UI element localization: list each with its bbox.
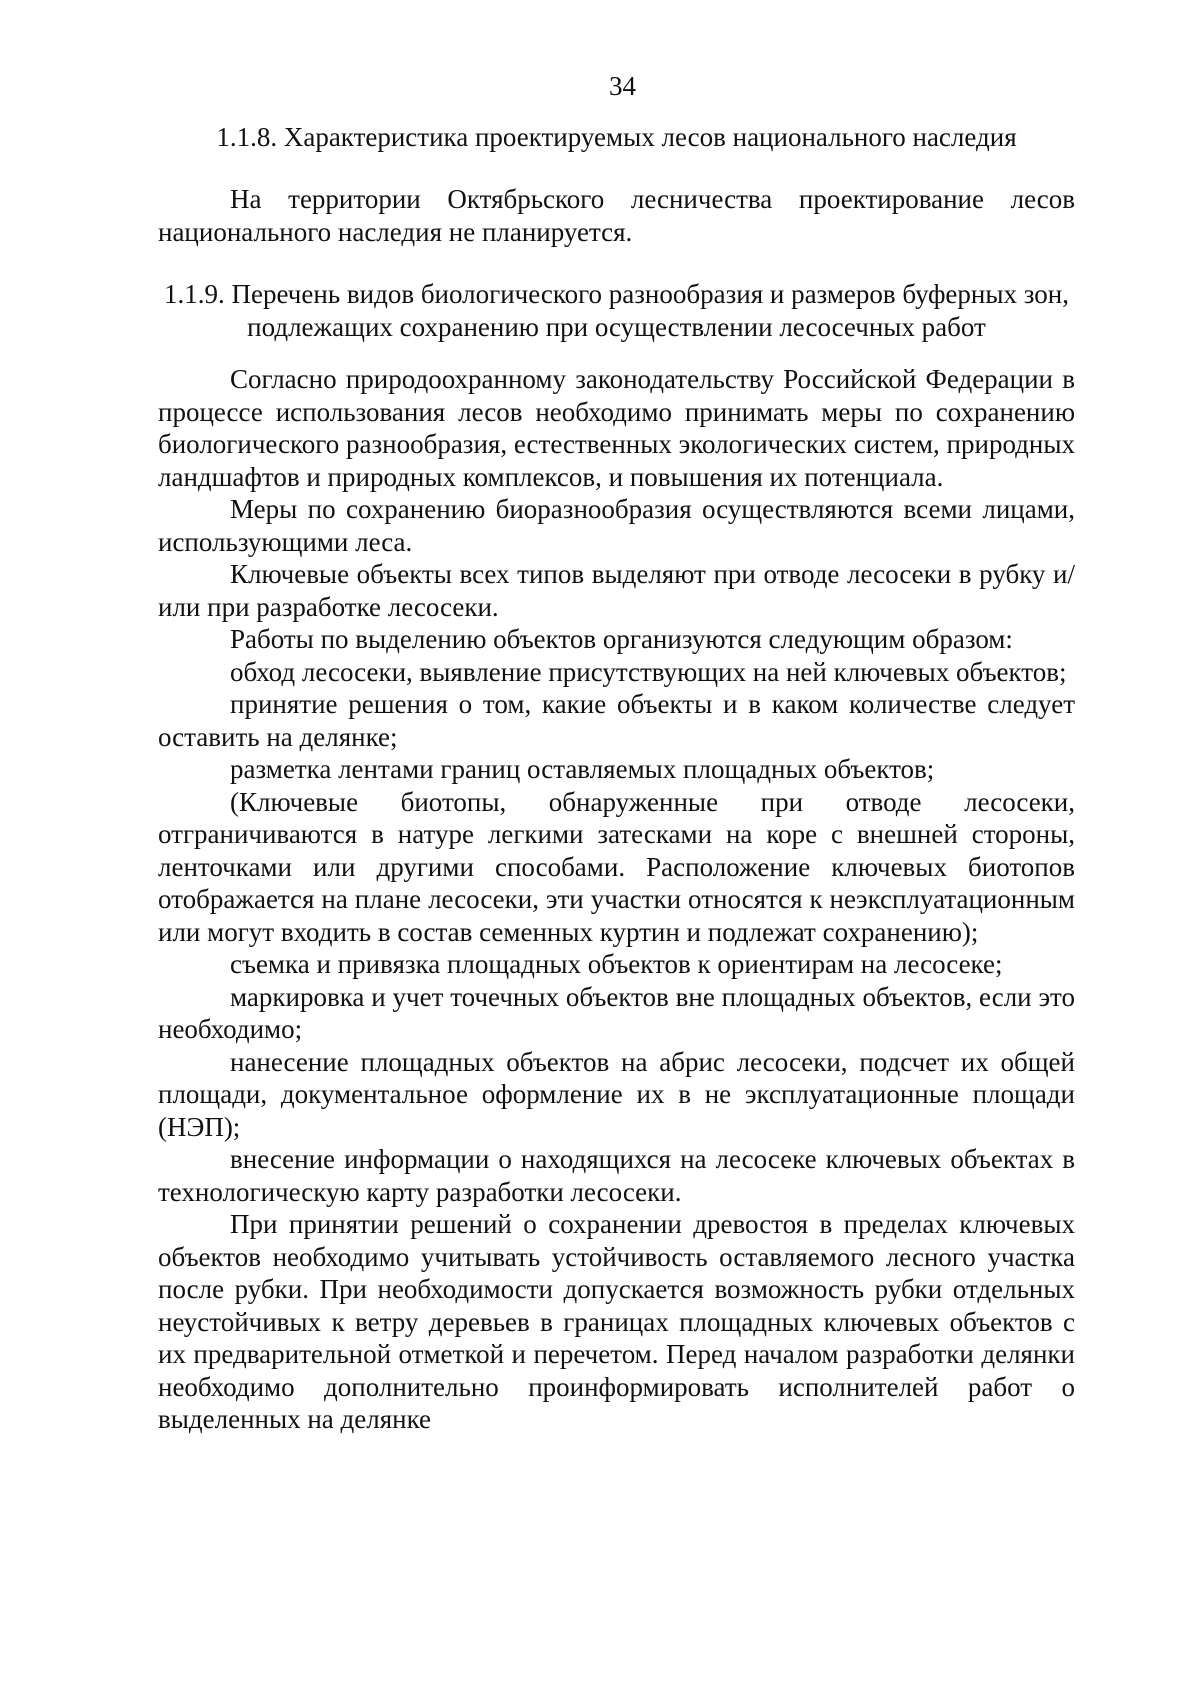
section-heading-1-1-9: 1.1.9. Перечень видов биологического разнообразия и размеров буферных зон, подлежащих сохранению при осуществлении лесосечных работ: [164, 279, 1069, 342]
list-item: обход лесосеки, выявление присутствующих на ней ключевых объектов;: [230, 656, 1067, 687]
list-item: внесение информации о находящихся на лесосеке ключевых объектах в технологическую карту разработки лесосеки.: [158, 1144, 1075, 1207]
paragraph: Ключевые объекты всех типов выделяют при отводе лесосеки в рубку и/или при разработке лесосеки.: [158, 559, 1075, 622]
list-item: принятие решения о том, какие объекты и в каком количестве следует оставить на делянке;: [158, 689, 1075, 752]
list-item: съемка и привязка площадных объектов к ориентирам на лесосеке;: [230, 949, 1003, 979]
paragraph: Согласно природоохранному законодательству Российской Федерации в процессе использования лесов необходимо принимать меры по сохранению биологического разнообразия, естественных экологических систем, природных ландшафтов и природных комплексов, и повышения их потенциала.: [158, 364, 1075, 492]
page-number: 34: [609, 71, 636, 101]
list-item: нанесение площадных объектов на абрис лесосеки, подсчет их общей площади, документальное оформление их в не эксплуатационные площади (НЭП);: [158, 1046, 1075, 1142]
list-item: (Ключевые биотопы, обнаруженные при отводе лесосеки, отграничиваются в натуре легкими затесками на коре с внешней стороны, ленточками или другими способами. Расположение ключевых биотопов отображается на плане лесосеки, эти участки относятся к неэксплуатационным или могут входить в состав семенных куртин и подлежат сохранению);: [158, 786, 1075, 947]
section-1-1-8-text: На территории Октябрьского лесничества проектирование лесов национального наследия не планируется.: [158, 184, 1075, 247]
list-item: маркировка и учет точечных объектов вне площадных объектов, если это необходимо;: [158, 981, 1075, 1044]
list-item: разметка лентами границ оставляемых площадных объектов;: [230, 754, 935, 784]
paragraph: При принятии решений о сохранении древостоя в пределах ключевых объектов необходимо учитывать устойчивость оставляемого лесного участка после рубки. При необходимости допускается возможность рубки отдельных неустойчивых к ветру деревьев в границах площадных ключевых объектов с их предварительной отметкой и перечетом. Перед началом разработки делянки необходимо дополнительно проинформировать исполнителей работ о выделенных на делянке: [158, 1209, 1075, 1434]
section-heading-1-1-8: 1.1.8. Характеристика проектируемых лесов национального наследия: [216, 121, 1017, 152]
paragraph: Работы по выделению объектов организуются следующим образом:: [230, 624, 1013, 654]
paragraph: Меры по сохранению биоразнообразия осуществляются всеми лицами, использующими леса.: [158, 494, 1075, 557]
